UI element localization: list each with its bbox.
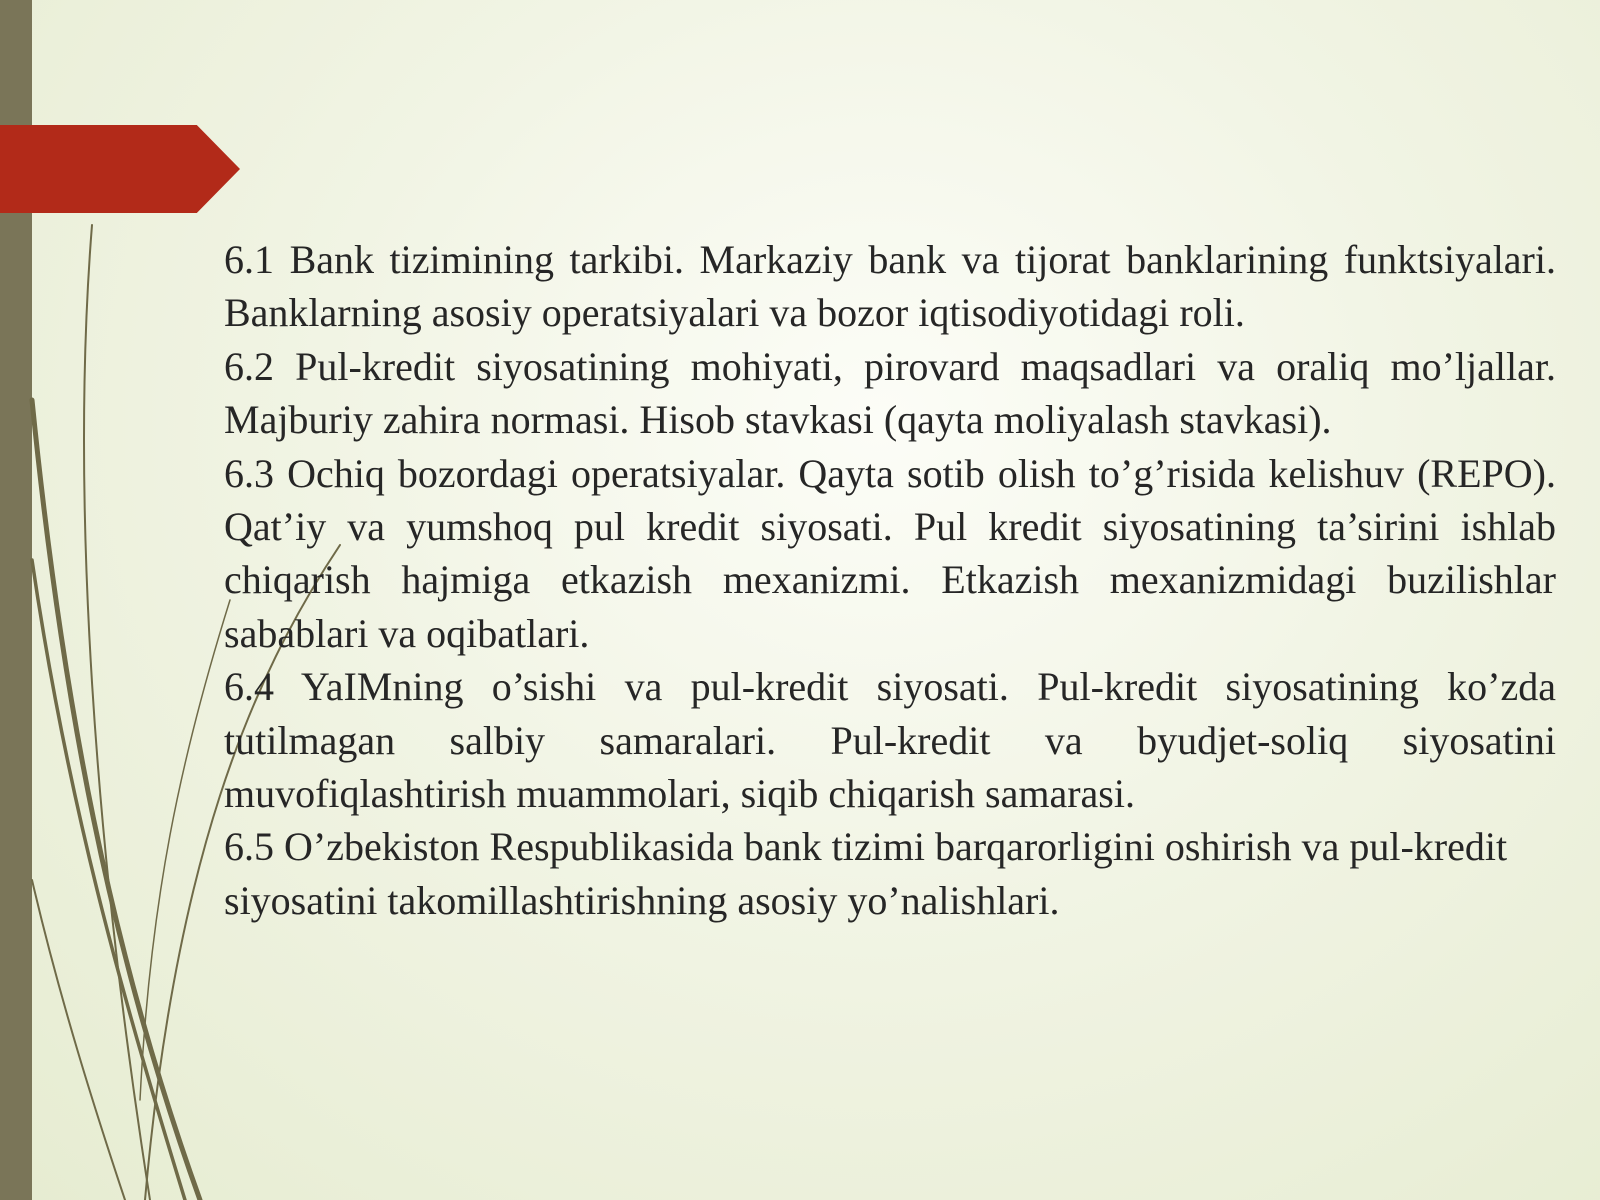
stem-line-1 — [32, 400, 200, 1200]
stem-line-6 — [32, 880, 125, 1200]
topic-6-2-paragraph: 6.2 Pul-kredit siyosatining mohiyati, pirovard maqsadlari va oraliq mo’ljallar. Majburiy zahira normasi. Hisob stavkasi (qayta moliyalash stavkasi). — [224, 343, 1556, 443]
topic-6-4-paragraph: 6.4 YaIMning o’sishi va pul-kredit siyosati. Pul-kredit siyosatining ko’zda tutilmagan salbiy samaralari. Pul-kredit va byudjet-soliq siyosatini muvofiqlashtirish muammolari, siqib chiqarish samarasi. — [224, 664, 1556, 817]
topic-6-3-paragraph: 6.3 Ochiq bozordagi operatsiyalar. Qayta sotib olish to’g’risida kelishuv (REPO). Qat’iy va yumshoq pul kredit siyosati. Pul kredit siyosatining ta’sirini ishlab chiqarish hajmiga etkazish mexanizmi. Etkazish mexanizmidagi buzilishlar sabablari va oqibatlari. — [224, 450, 1556, 656]
topic-6-5-paragraph: 6.5 O’zbekiston Respublikasida bank tizimi barqarorligini oshirish va pul-kredit siyosatini takomillashtirishning asosiy yo’nalishlari. — [224, 824, 1508, 923]
topic-6-1-paragraph: 6.1 Bank tizimining tarkibi. Markaziy bank va tijorat banklarining funktsiyalari. Banklarning asosiy operatsiyalari va bozor iqtisodiyotidagi roli. — [224, 237, 1556, 336]
slide-body-text — [224, 233, 1556, 927]
accent-arrow-shape — [0, 125, 240, 213]
stem-line-5 — [140, 600, 230, 1100]
